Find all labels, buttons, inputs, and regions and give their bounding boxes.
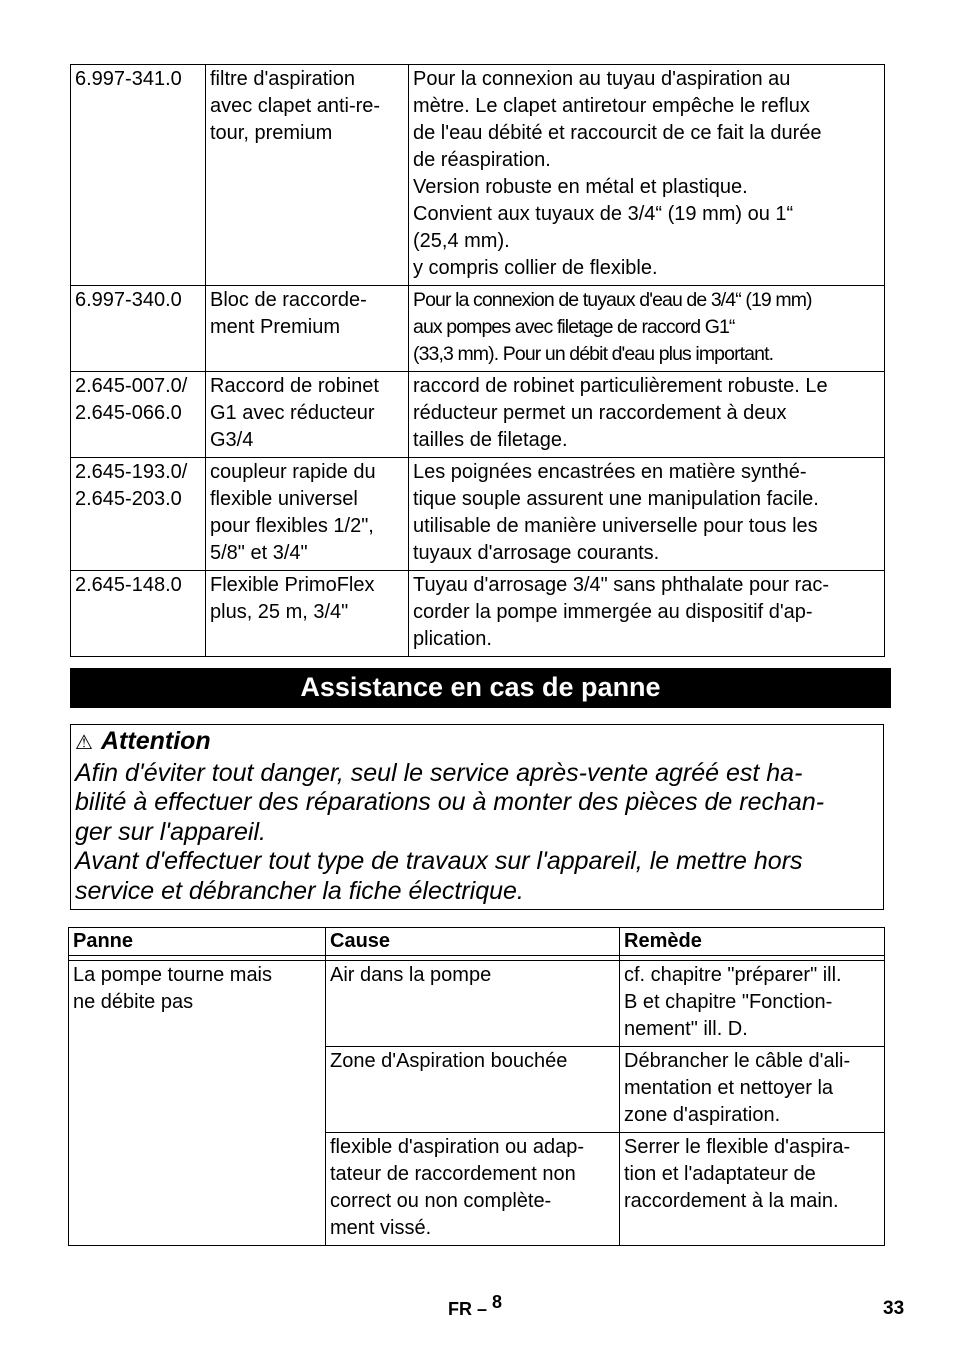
text-line: 6.997-341.0	[75, 68, 182, 90]
part-name-cell	[206, 571, 409, 657]
part-description-cell	[409, 571, 885, 657]
table-header-row	[69, 928, 885, 956]
text-line: pour flexibles 1/2",	[210, 515, 374, 537]
warning-triangle-icon: ⚠	[75, 732, 93, 754]
text-line: 2.645-193.0/	[75, 461, 188, 483]
text-line: plus, 25 m, 3/4"	[210, 601, 349, 623]
text-line: tuyaux d'arrosage courants.	[413, 542, 660, 564]
text-line: plication.	[413, 628, 492, 650]
text-line: Débrancher le câble d'ali-	[624, 1050, 851, 1072]
text-line: cf. chapitre "préparer" ill.	[624, 964, 842, 986]
text-line: ment Premium	[210, 316, 341, 338]
column-header-fault: Panne	[69, 928, 326, 956]
text-line: Bloc de raccorde-	[210, 289, 367, 311]
cause-cell	[326, 1133, 620, 1246]
footer-language: FR	[448, 1299, 472, 1319]
text-line: G1 avec réducteur	[210, 402, 375, 424]
text-line: raccordement à la main.	[624, 1190, 839, 1212]
remedy-cell	[620, 1133, 885, 1246]
text-line: flexible universel	[210, 488, 358, 510]
fault-cell	[69, 961, 326, 1246]
text-line: Serrer le flexible d'aspira-	[624, 1136, 851, 1158]
part-name-cell	[206, 458, 409, 571]
part-number-cell	[71, 372, 206, 458]
warning-text-line: ger sur l'appareil.	[75, 817, 266, 846]
part-description-cell	[409, 458, 885, 571]
part-number-cell	[71, 286, 206, 372]
text-line: Pour la connexion au tuyau d'aspiration au	[413, 68, 791, 90]
text-line: avec clapet anti-re-	[210, 95, 381, 117]
page-number: 33	[883, 1298, 905, 1319]
table-row	[71, 571, 885, 657]
text-line: y compris collier de flexible.	[413, 257, 658, 279]
text-line: 2.645-203.0	[75, 488, 182, 510]
text-line: Tuyau d'arrosage 3/4" sans phthalate pour rac-	[413, 574, 829, 596]
warning-text-line: Avant d'effectuer tout type de travaux sur l'appareil, le mettre hors	[75, 847, 803, 875]
text-line: zone d'aspiration.	[624, 1104, 781, 1126]
part-number-cell	[71, 65, 206, 286]
text-line: raccord de robinet particulièrement robuste. Le	[413, 375, 828, 397]
text-line: Pour la connexion de tuyaux d'eau de 3/4“ (19 mm)	[413, 289, 812, 311]
table-row	[69, 961, 885, 1047]
text-line: G3/4	[210, 429, 254, 451]
text-line: Raccord de robinet	[210, 375, 379, 397]
warning-title: Attention	[101, 727, 211, 755]
text-line: corder la pompe immergée au dispositif d'ap-	[413, 601, 813, 623]
part-name-cell	[206, 372, 409, 458]
text-line: tour, premium	[210, 122, 333, 144]
text-line: Air dans la pompe	[330, 964, 492, 986]
remedy-cell	[620, 961, 885, 1047]
accessories-table	[70, 64, 885, 657]
text-line: ne débite pas	[73, 991, 194, 1013]
text-line: filtre d'aspiration	[210, 68, 355, 90]
warning-box	[70, 724, 884, 910]
table-row	[71, 286, 885, 372]
warning-text-line: Afin d'éviter tout danger, seul le service après-vente agréé est ha-	[75, 758, 803, 787]
part-number-cell	[71, 458, 206, 571]
part-description-cell	[409, 286, 885, 372]
part-description-cell	[409, 372, 885, 458]
text-line: utilisable de manière universelle pour tous les	[413, 515, 818, 537]
text-line: 6.997-340.0	[75, 289, 182, 311]
troubleshooting-table	[68, 927, 885, 1246]
warning-heading	[75, 727, 879, 759]
column-header-remedy: Remède	[620, 928, 885, 956]
text-line: flexible d'aspiration ou adap-	[330, 1136, 584, 1158]
part-name-cell	[206, 286, 409, 372]
text-line: 2.645-007.0/	[75, 375, 188, 397]
text-line: tion et l'adaptateur de	[624, 1163, 816, 1185]
text-line: B et chapitre "Fonction-	[624, 991, 833, 1013]
text-line: Flexible PrimoFlex	[210, 574, 375, 596]
remedy-cell	[620, 1047, 885, 1133]
text-line: Les poignées encastrées en matière synthé-	[413, 461, 807, 483]
warning-text-line: service et débrancher la fiche électrique.	[75, 876, 524, 905]
cause-cell	[326, 1047, 620, 1133]
text-line: réducteur permet un raccordement à deux	[413, 402, 787, 424]
footer-dash: –	[477, 1299, 488, 1319]
part-name-cell	[206, 65, 409, 286]
text-line: 2.645-066.0	[75, 402, 182, 424]
text-line: mentation et nettoyer la	[624, 1077, 834, 1099]
text-line: Version robuste en métal et plastique.	[413, 176, 748, 198]
text-line: (33,3 mm). Pour un débit d'eau plus important.	[413, 343, 774, 365]
text-line: aux pompes avec filetage de raccord G1“	[413, 316, 735, 338]
text-line: 5/8" et 3/4"	[210, 542, 308, 564]
table-row	[71, 458, 885, 571]
text-line: 2.645-148.0	[75, 574, 182, 596]
table-row	[71, 372, 885, 458]
text-line: tailles de filetage.	[413, 429, 568, 451]
text-line: nement" ill. D.	[624, 1018, 748, 1040]
text-line: ment vissé.	[330, 1217, 432, 1239]
text-line: La pompe tourne mais	[73, 964, 273, 986]
warning-text-line: bilité à effectuer des réparations ou à monter des pièces de rechan-	[75, 788, 825, 816]
cause-cell	[326, 961, 620, 1047]
section-heading: Assistance en cas de panne	[70, 668, 891, 708]
text-line: de réaspiration.	[413, 149, 551, 171]
part-description-cell	[409, 65, 885, 286]
text-line: correct ou non complète-	[330, 1190, 552, 1212]
text-line: mètre. Le clapet antiretour empêche le reflux	[413, 95, 810, 117]
column-header-cause: Cause	[326, 928, 620, 956]
table-row	[71, 65, 885, 286]
text-line: tateur de raccordement non	[330, 1163, 576, 1185]
part-number-cell	[71, 571, 206, 657]
text-line: Convient aux tuyaux de 3/4“ (19 mm) ou 1“	[413, 203, 794, 225]
text-line: coupleur rapide du	[210, 461, 376, 483]
footer-chapter-label	[448, 1292, 503, 1320]
text-line: de l'eau débité et raccourcit de ce fait la durée	[413, 122, 822, 144]
footer-chapter-page: 8	[492, 1292, 503, 1312]
text-line: tique souple assurent une manipulation facile.	[413, 488, 819, 510]
text-line: (25,4 mm).	[413, 230, 510, 252]
text-line: Zone d'Aspiration bouchée	[330, 1050, 568, 1072]
